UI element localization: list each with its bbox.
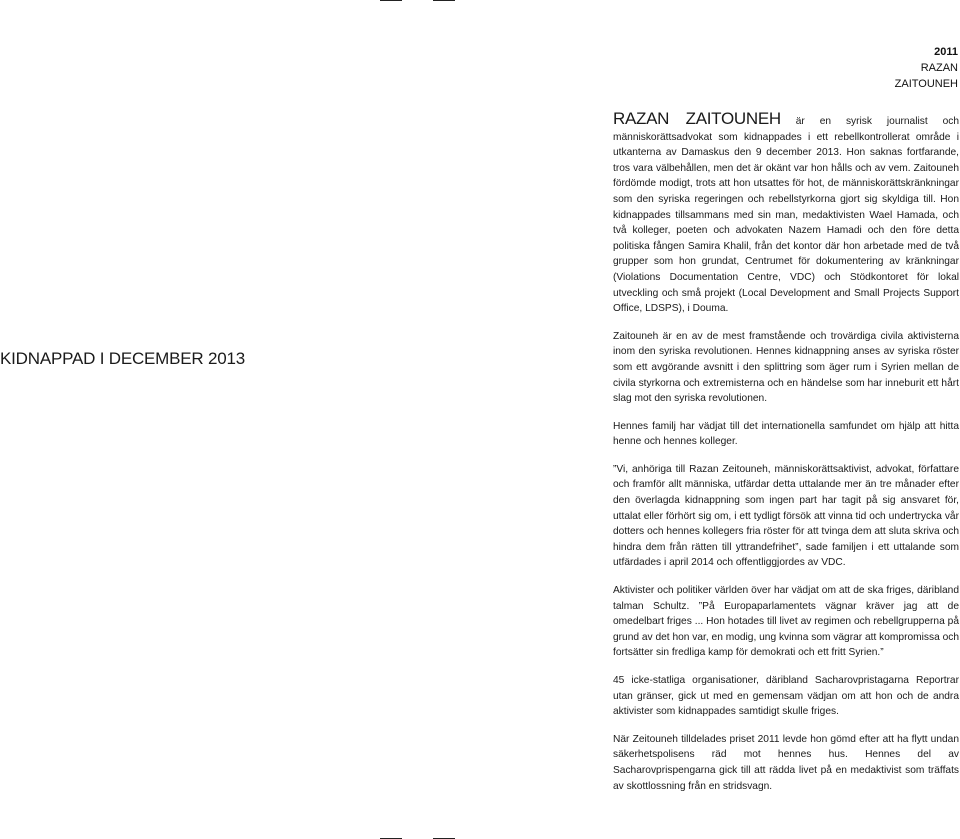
header-name-last: ZAITOUNEH [894,78,958,90]
paragraph: 45 icke-statliga organisationer, däribland Sacharovpristagarna Reportrar utan gränser, gick ut med en gemensam vädjan om att hon och de andra aktivister som kidnappades samtidigt skulle friges. [613,675,959,718]
header-name-first: RAZAN [920,62,958,74]
paragraph: Hennes familj har vädjat till det internationella samfundet om hjälp att hitta henne och hennes kolleger. [613,420,959,448]
lead-text: är en syrisk journalist och människorättsadvokat som kidnappades i ett rebellkontrollerat område i utkanterna av Damaskus den 9 december 2013. Hon saknas fortfarande, tros vara välbehållen, men det är okänt var hon hålls och av vem. Zaitouneh fördömde modigt, trots att hon utsattes för hot, de människorättskränkningar som den syriska regeringen och rebellstyrkorna gjort sig skyldiga till. Hon kidnappades tillsammans med sin man, medaktivisten Wael Hamada, och två kolleger, poeten och advokaten Nazem Hamadi och den före detta politiska fången Samira Khalil, från det kontor där hon arbetade med de två grupper som hon grundat, Centrumet för dokumentering av kränkningar (Violations Documentation Centre, VDC) och Stödkontoret för lokal utveckling och små projekt (Local Development and Small Projects Support Office, LDSPS), i Douma. [613,116,959,315]
lead-name: RAZAN ZAITOUNEH [613,109,781,128]
paragraph: Zaitouneh är en av de mest framstående och trovärdiga civila aktivisterna inom den syriska revolutionen. Hennes kidnappning anses av syriska röster som ett avgörande avsnitt i den splittring som äger rum i Syrien mellan de civila styrkorna och extremisterna och en händelse som har inneburit ett hårt slag mot den syriska revolutionen. [613,330,959,405]
page-header [895,44,958,92]
paragraph: När Zeitouneh tilldelades priset 2011 levde hon gömd efter att ha flytt undan säkerhetspolisens räd mot hennes hus. Hennes del av Sacharovprispengarna gick till att rädda livet på en medaktivist som träffats av skottlossning från en stridsvagn. [613,733,959,792]
lead-paragraph [613,111,959,317]
article-body [613,111,959,806]
crop-mark [380,0,402,1]
paragraph: Aktivister och politiker världen över har vädjat om att de ska friges, däribland talman Schultz. ”På Europaparlamentets vägnar kräver jag att de omedelbart friges ... Hon hotades till livet av regimen och rebellgrupperna på grund av det hon var, en modig, ung kvinna som vägrar att kompromissa och fortsätter sin fredliga kamp för demokrati och ett fritt Syrien.” [613,585,959,659]
section-title: KIDNAPPAD I DECEMBER 2013 [0,349,246,368]
quote-paragraph: ”Vi, anhöriga till Razan Zeitouneh, människorättsaktivist, advokat, författare och framför allt människa, utfärdar detta uttalande mer än tre månader efter den överlagda kidnappning som ingen part har tagit på sig ansvaret för, uttalat eller förhört sig om, i ett tydligt försök att vinna tid och undertrycka vår dotters och hennes kollegers fria röster för att tvinga dem att sluta skriva och hindra dem från rätten till yttrandefrihet”, sade familjen i ett uttalande som utfärdades i april 2014 och offentliggjordes av VDC. [613,463,959,569]
header-year: 2011 [934,46,958,58]
crop-mark [433,0,455,1]
